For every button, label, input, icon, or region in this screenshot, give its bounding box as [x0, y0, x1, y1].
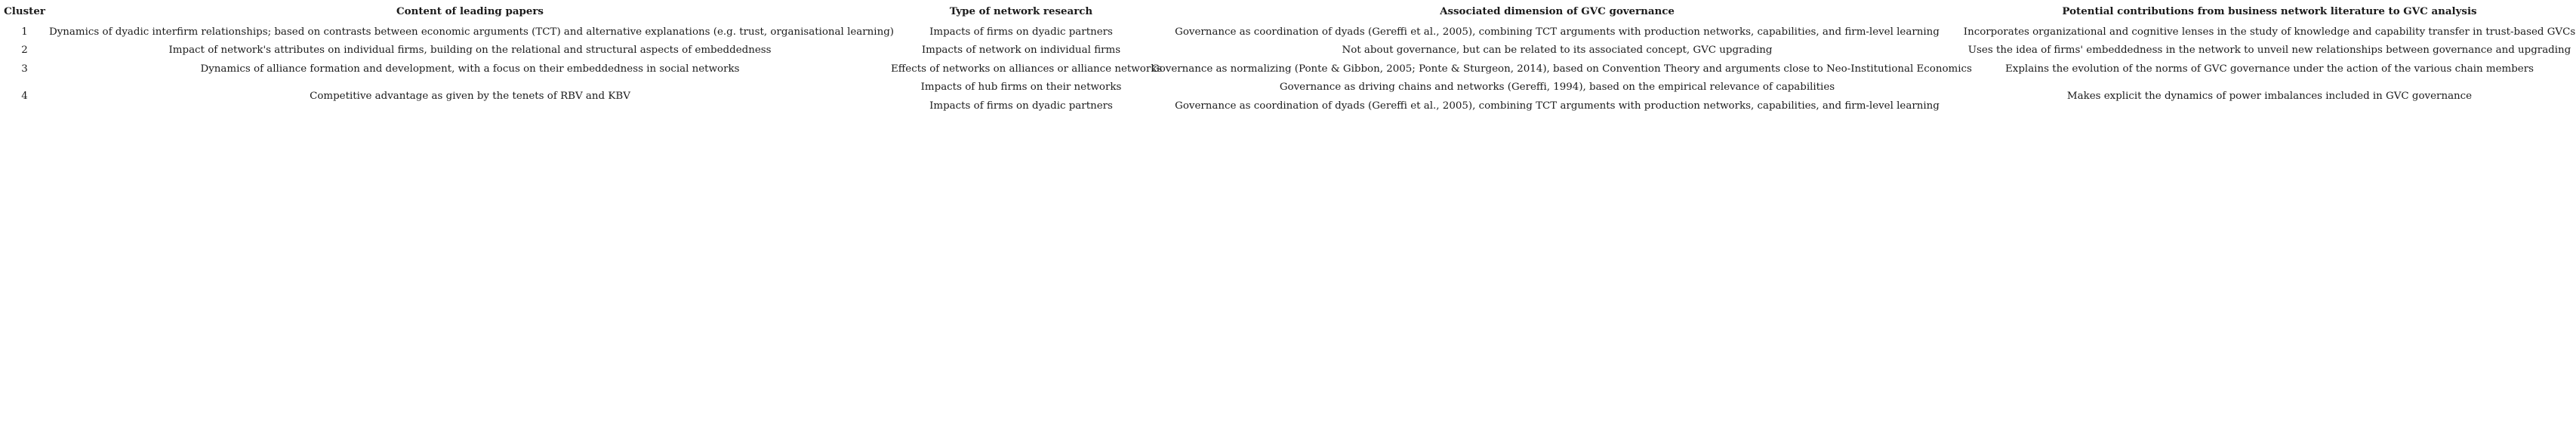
cell-network-type: Impacts of firms on dyadic partners	[929, 26, 1113, 38]
cell-cluster: 1	[21, 26, 28, 38]
cell-content: Impact of network's attributes on individual firms, building on the relational and structural aspects of embeddedness	[168, 45, 772, 57]
cell-gvc-governance: Not about governance, but can be related to its associated concept, GVC upgrading	[1342, 45, 1773, 57]
table-header	[0, 0, 2576, 23]
cell-content: Competitive advantage as given by the tenets of RBV and KBV	[310, 91, 630, 103]
header-cluster: Cluster	[4, 5, 45, 18]
table-row	[0, 41, 2576, 60]
header-contributions: Potential contributions from business network literature to GVC analysis	[2062, 5, 2477, 18]
table-row	[0, 60, 2576, 78]
cell-cluster: 2	[21, 45, 28, 57]
cell-content: Dynamics of dyadic interfirm relationships; based on contrasts between economic arguments (TCT) and alternative explanations (e.g. trust, organisational learning)	[49, 26, 894, 38]
cell-cluster: 3	[21, 63, 28, 75]
header-row	[0, 0, 2576, 23]
cell-cluster: 4	[21, 91, 28, 103]
table-row	[0, 78, 2576, 97]
cell-contribution: Uses the idea of firms' embeddedness in the network to unveil new relationships between governance and upgrading	[1967, 45, 2571, 57]
cell-contribution: Makes explicit the dynamics of power imbalances included in GVC governance	[2066, 91, 2473, 103]
cell-content: Dynamics of alliance formation and development, with a focus on their embeddedness in social networks	[200, 63, 740, 75]
cell-contribution: Incorporates organizational and cognitive lenses in the study of knowledge and capability transfer in trust-based GVCs	[1963, 26, 2576, 38]
cell-network-type: Effects of networks on alliances or alliance networks	[891, 63, 1163, 75]
clusters-table-container	[0, 0, 2576, 115]
header-gvc-governance: Associated dimension of GVC governance	[1440, 5, 1675, 18]
cell-gvc-governance: Governance as coordination of dyads (Gereffi et al., 2005), combining TCT arguments with production networks, capabilities, and firm-level learning	[1175, 26, 1940, 38]
cell-network-type: Impacts of hub firms on their networks	[920, 81, 1122, 94]
header-network-type: Type of network research	[949, 5, 1093, 18]
cell-network-type: Impacts of network on individual firms	[921, 45, 1121, 57]
cell-gvc-governance: Governance as coordination of dyads (Gereffi et al., 2005), combining TCT arguments with production networks, capabilities, and firm-level learning	[1175, 100, 1940, 112]
header-content: Content of leading papers	[396, 5, 544, 18]
table-body	[0, 23, 2576, 115]
table-row	[0, 23, 2576, 41]
cell-gvc-governance: Governance as normalizing (Ponte & Gibbon, 2005; Ponte & Sturgeon, 2014), based on Convention Theory and arguments close to Neo-Institutional Economics	[1151, 63, 1972, 75]
cell-gvc-governance: Governance as driving chains and networks (Gereffi, 1994), based on the empirical relevance of capabilities	[1279, 81, 1835, 94]
cell-network-type: Impacts of firms on dyadic partners	[929, 100, 1113, 112]
clusters-table	[0, 0, 2576, 115]
cell-contribution: Explains the evolution of the norms of GVC governance under the action of the various chain members	[2005, 63, 2534, 75]
